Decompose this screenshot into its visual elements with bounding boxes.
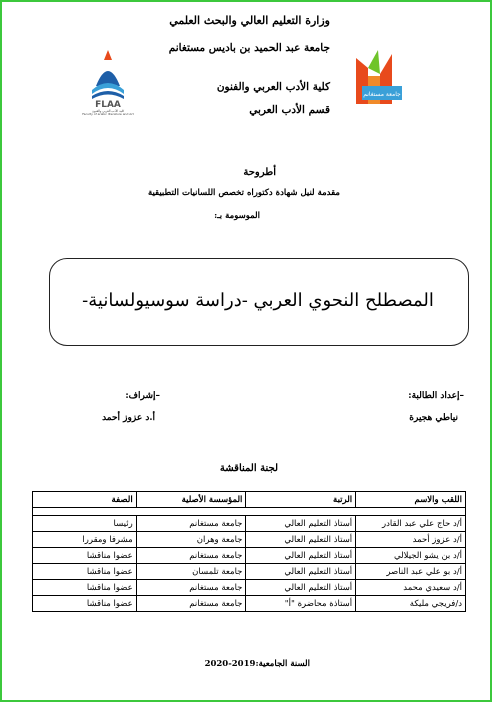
table-row: [33, 580, 466, 596]
member-name: أ/د عزوز أحمد: [356, 532, 466, 548]
column-header: المؤسسة الأصلية: [136, 492, 246, 508]
student-name: نياطي هجيرة: [409, 413, 458, 423]
member-rank: أستاذ التعليم العالي: [246, 516, 356, 532]
member-name: أ/د بن يشو الجيلالي: [356, 548, 466, 564]
member-institution: جامعة وهران: [136, 532, 246, 548]
member-role: رئيسا: [33, 516, 137, 532]
member-role: عضوا مناقشا: [33, 596, 137, 612]
member-institution: جامعة مستغانم: [136, 580, 246, 596]
member-institution: جامعة تلمسان: [136, 564, 246, 580]
member-rank: أستاذ التعليم العالي: [246, 532, 356, 548]
faculty-logo-text: FLAA: [95, 100, 121, 110]
table-row: [33, 564, 466, 580]
table-row: [33, 516, 466, 532]
member-rank: أستاذ التعليم العالي: [246, 564, 356, 580]
member-name: د/فريجي مليكة: [356, 596, 466, 612]
faculty-name: كلية الأدب العربي والفنون: [216, 81, 330, 93]
member-role: مشرفا ومقررا: [33, 532, 137, 548]
member-name: أ/د سعيدي محمد: [356, 580, 466, 596]
committee-table: [32, 491, 466, 612]
member-rank: أستاذ التعليم العالي: [246, 580, 356, 596]
university-name: جامعة عبد الحميد بن باديس مستغانم: [168, 42, 330, 54]
ministry-name: وزارة التعليم العالي والبحث العلمي: [169, 14, 330, 27]
thesis-label: أطروحة: [243, 167, 276, 178]
table-row: [33, 548, 466, 564]
committee-header-row: [33, 492, 466, 508]
university-logo: [350, 44, 404, 110]
university-logo-text: جامعة مستغانم: [363, 91, 401, 98]
table-row: [33, 532, 466, 548]
member-institution: جامعة مستغانم: [136, 516, 246, 532]
department-name: قسم الأدب العربي: [249, 104, 330, 116]
faculty-logo-caption-en: Faculty of arabic literature and Art: [82, 112, 134, 117]
member-role: عضوا مناقشا: [33, 548, 137, 564]
academic-year: السنة الجامعية:2019-2020: [204, 659, 310, 669]
member-rank: أستاذة محاضرة "أ": [246, 596, 356, 612]
thesis-titled: الموسومة بـ:: [214, 211, 260, 221]
faculty-logo: [84, 46, 132, 116]
student-label: –إعداد الطالبة:: [408, 391, 464, 401]
member-role: عضوا مناقشا: [33, 580, 137, 596]
column-header: الصفة: [33, 492, 137, 508]
member-institution: جامعة مستغانم: [136, 548, 246, 564]
thesis-purpose: مقدمة لنيل شهادة دكتوراه تخصص اللسانيات التطبيقية: [147, 188, 340, 198]
thesis-title: المصطلح النحوي العربي -دراسة سوسيولسانية-: [82, 290, 434, 311]
column-header: الرتبة: [246, 492, 356, 508]
member-role: عضوا مناقشا: [33, 564, 137, 580]
column-header: اللقب والاسم: [356, 492, 466, 508]
table-row: [33, 596, 466, 612]
committee-heading: لجنة المناقشة: [219, 463, 278, 474]
faculty-logo-caption-ar: كلية الأدب العربي والفنون: [91, 109, 125, 113]
member-institution: جامعة مستغانم: [136, 596, 246, 612]
supervisor-label: –إشراف:: [125, 391, 160, 401]
member-name: أ/د بو علي عبد الناصر: [356, 564, 466, 580]
member-name: أ/د حاج علي عبد القادر: [356, 516, 466, 532]
member-rank: أستاذ التعليم العالي: [246, 548, 356, 564]
supervisor-name: أ.د عزوز أحمد: [102, 413, 155, 423]
